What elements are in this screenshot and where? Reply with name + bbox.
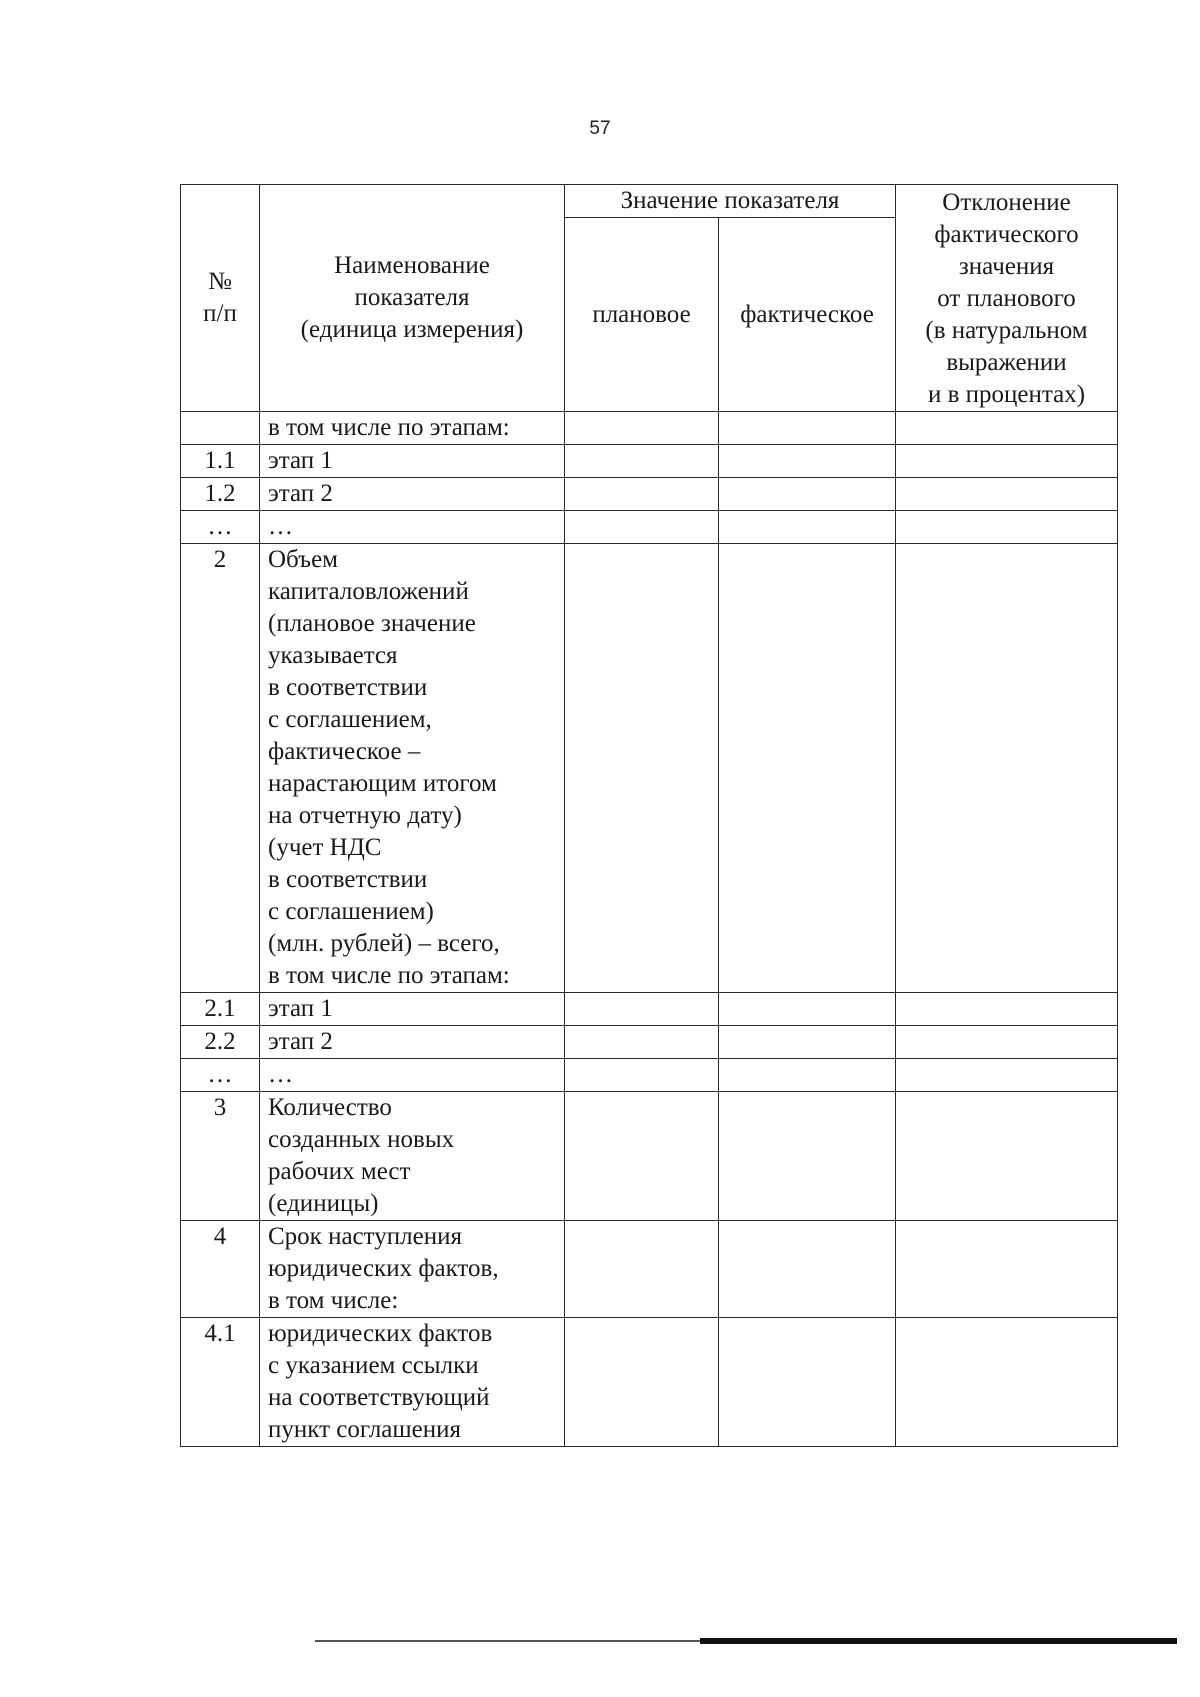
table-row xyxy=(181,412,1118,445)
row-name: этап 1 xyxy=(260,993,565,1026)
cell-actual xyxy=(719,1059,896,1092)
row-name: юридических фактов с указанием ссылки на соответствующий пункт соглашения xyxy=(260,1318,565,1447)
cell-deviation xyxy=(896,544,1118,993)
table-row xyxy=(181,1318,1118,1447)
indicators-table xyxy=(180,184,1118,1447)
header-deviation: Отклонение фактического значения от планового (в натуральном выражении и в процентах) xyxy=(896,185,1118,412)
table-row xyxy=(181,1026,1118,1059)
cell-actual xyxy=(719,478,896,511)
table-row xyxy=(181,993,1118,1026)
cell-deviation xyxy=(896,1221,1118,1318)
row-name: в том числе по этапам: xyxy=(260,412,565,445)
header-value-group: Значение показателя xyxy=(565,185,896,218)
cell-actual xyxy=(719,511,896,544)
table-row xyxy=(181,445,1118,478)
cell-planned xyxy=(565,1092,719,1221)
cell-planned xyxy=(565,993,719,1026)
row-num: 3 xyxy=(181,1092,260,1221)
header-num: № п/п xyxy=(181,185,260,412)
cell-actual xyxy=(719,544,896,993)
table-row xyxy=(181,478,1118,511)
cell-planned xyxy=(565,1221,719,1318)
row-num: 4.1 xyxy=(181,1318,260,1447)
row-num: 2 xyxy=(181,544,260,993)
cell-actual xyxy=(719,1026,896,1059)
cell-planned xyxy=(565,445,719,478)
cell-deviation xyxy=(896,1059,1118,1092)
cell-deviation xyxy=(896,993,1118,1026)
cell-planned xyxy=(565,478,719,511)
cell-actual xyxy=(719,412,896,445)
cell-planned xyxy=(565,544,719,993)
cell-deviation xyxy=(896,445,1118,478)
table-row xyxy=(181,1059,1118,1092)
table-row xyxy=(181,1092,1118,1221)
row-name: этап 2 xyxy=(260,478,565,511)
cell-deviation xyxy=(896,1318,1118,1447)
header-actual: фактическое xyxy=(719,218,896,412)
header-planned: плановое xyxy=(565,218,719,412)
row-num: 2.2 xyxy=(181,1026,260,1059)
cell-planned xyxy=(565,1026,719,1059)
cell-actual xyxy=(719,1221,896,1318)
cell-planned xyxy=(565,1318,719,1447)
cell-deviation xyxy=(896,1092,1118,1221)
cell-planned xyxy=(565,412,719,445)
cell-planned xyxy=(565,511,719,544)
row-name: Срок наступления юридических фактов, в том числе: xyxy=(260,1221,565,1318)
cell-deviation xyxy=(896,511,1118,544)
page-number: 57 xyxy=(589,118,611,139)
cell-actual xyxy=(719,993,896,1026)
table-row xyxy=(181,544,1118,993)
row-name: Количество созданных новых рабочих мест (единицы) xyxy=(260,1092,565,1221)
row-name: этап 2 xyxy=(260,1026,565,1059)
table-row xyxy=(181,511,1118,544)
row-name: … xyxy=(260,1059,565,1092)
cell-deviation xyxy=(896,412,1118,445)
header-name: Наименование показателя (единица измерения) xyxy=(260,185,565,412)
row-num: … xyxy=(181,1059,260,1092)
cell-actual xyxy=(719,1318,896,1447)
cell-deviation xyxy=(896,1026,1118,1059)
bottom-rule-heavy xyxy=(700,1638,1177,1644)
row-num: 2.1 xyxy=(181,993,260,1026)
cell-planned xyxy=(565,1059,719,1092)
row-name: Объем капиталовложений (плановое значение указывается в соответствии с соглашением, фактическое – нарастающим итогом на отчетную дату) (учет НДС в соответствии с соглашением) (млн. рублей) – всего, в том числе по этапам: xyxy=(260,544,565,993)
table-row xyxy=(181,1221,1118,1318)
row-name: этап 1 xyxy=(260,445,565,478)
row-num: 1.1 xyxy=(181,445,260,478)
cell-deviation xyxy=(896,478,1118,511)
row-name: … xyxy=(260,511,565,544)
row-num xyxy=(181,412,260,445)
cell-actual xyxy=(719,1092,896,1221)
cell-actual xyxy=(719,445,896,478)
row-num: 1.2 xyxy=(181,478,260,511)
row-num: 4 xyxy=(181,1221,260,1318)
row-num: … xyxy=(181,511,260,544)
